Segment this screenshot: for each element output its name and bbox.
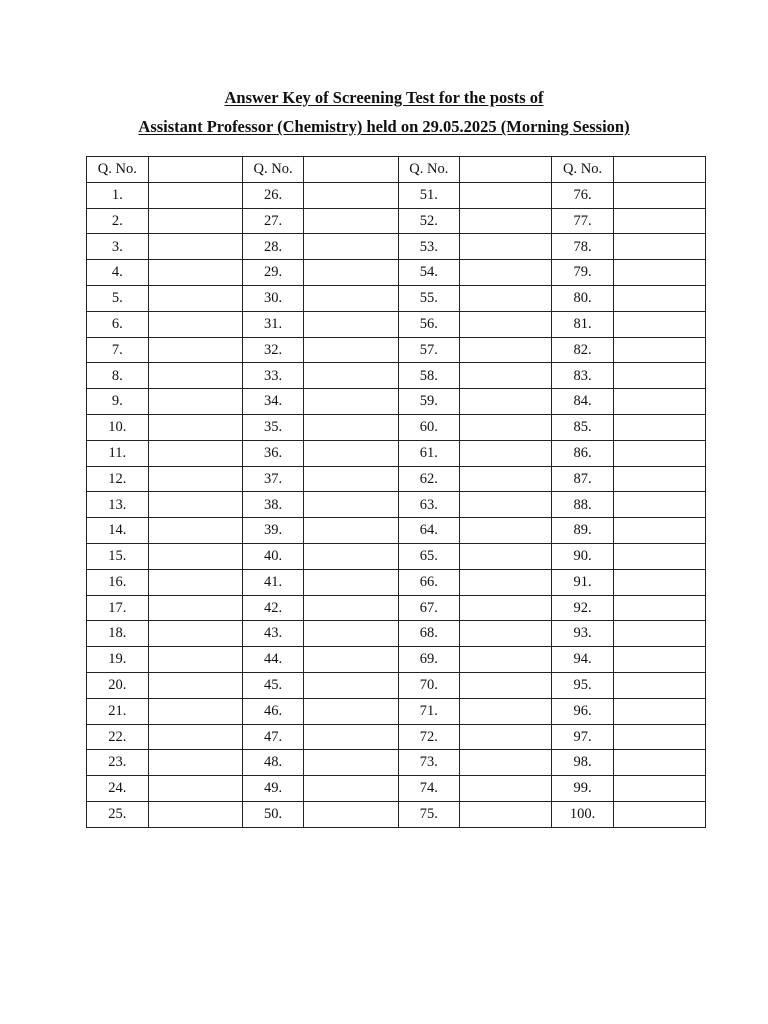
question-number-cell: 25. (87, 801, 149, 827)
question-number-cell: 3. (87, 234, 149, 260)
question-number-cell: 4. (87, 260, 149, 286)
answer-cell (460, 621, 552, 647)
question-number-cell: 8. (87, 363, 149, 389)
question-number-cell: 99. (552, 776, 614, 802)
question-number-cell: 86. (552, 440, 614, 466)
table-row (87, 234, 706, 260)
answer-cell (148, 234, 242, 260)
question-number-cell: 75. (398, 801, 460, 827)
table-row (87, 182, 706, 208)
question-number-cell: 36. (242, 440, 304, 466)
question-number-cell: 95. (552, 672, 614, 698)
answer-cell (304, 414, 398, 440)
answer-cell (460, 234, 552, 260)
question-number-cell: 65. (398, 543, 460, 569)
question-number-cell: 41. (242, 569, 304, 595)
answer-cell (460, 776, 552, 802)
answer-cell (304, 595, 398, 621)
answer-cell (613, 208, 705, 234)
answer-cell (148, 621, 242, 647)
table-row (87, 492, 706, 518)
table-row (87, 363, 706, 389)
answer-cell (460, 182, 552, 208)
answer-cell (613, 750, 705, 776)
answer-cell (304, 543, 398, 569)
question-number-cell: 17. (87, 595, 149, 621)
question-number-cell: 97. (552, 724, 614, 750)
column-header-question-number: Q. No. (398, 157, 460, 183)
question-number-cell: 96. (552, 698, 614, 724)
answer-key-table-body (87, 182, 706, 827)
answer-cell (148, 543, 242, 569)
question-number-cell: 83. (552, 363, 614, 389)
question-number-cell: 39. (242, 518, 304, 544)
answer-cell (148, 569, 242, 595)
table-row (87, 750, 706, 776)
question-number-cell: 58. (398, 363, 460, 389)
answer-cell (460, 569, 552, 595)
question-number-cell: 81. (552, 311, 614, 337)
question-number-cell: 57. (398, 337, 460, 363)
column-header-question-number: Q. No. (552, 157, 614, 183)
answer-cell (148, 389, 242, 415)
answer-cell (304, 182, 398, 208)
question-number-cell: 29. (242, 260, 304, 286)
question-number-cell: 82. (552, 337, 614, 363)
answer-cell (613, 234, 705, 260)
question-number-cell: 91. (552, 569, 614, 595)
answer-cell (613, 698, 705, 724)
table-row (87, 801, 706, 827)
table-row (87, 389, 706, 415)
answer-cell (460, 337, 552, 363)
answer-cell (460, 440, 552, 466)
answer-cell (304, 440, 398, 466)
question-number-cell: 77. (552, 208, 614, 234)
answer-cell (613, 595, 705, 621)
question-number-cell: 44. (242, 647, 304, 673)
question-number-cell: 21. (87, 698, 149, 724)
document-title-line-2: Assistant Professor (Chemistry) held on 29.05.2025 (Morning Session) (138, 117, 630, 136)
question-number-cell: 28. (242, 234, 304, 260)
question-number-cell: 70. (398, 672, 460, 698)
table-row (87, 672, 706, 698)
answer-cell (613, 466, 705, 492)
answer-cell (613, 621, 705, 647)
answer-cell (304, 285, 398, 311)
answer-cell (613, 724, 705, 750)
table-row (87, 647, 706, 673)
table-row (87, 543, 706, 569)
question-number-cell: 50. (242, 801, 304, 827)
table-row (87, 285, 706, 311)
question-number-cell: 72. (398, 724, 460, 750)
answer-cell (613, 389, 705, 415)
question-number-cell: 35. (242, 414, 304, 440)
question-number-cell: 12. (87, 466, 149, 492)
answer-cell (304, 389, 398, 415)
question-number-cell: 30. (242, 285, 304, 311)
question-number-cell: 15. (87, 543, 149, 569)
answer-cell (304, 647, 398, 673)
table-row (87, 569, 706, 595)
question-number-cell: 54. (398, 260, 460, 286)
answer-cell (304, 337, 398, 363)
question-number-cell: 48. (242, 750, 304, 776)
table-row (87, 466, 706, 492)
answer-cell (613, 182, 705, 208)
question-number-cell: 62. (398, 466, 460, 492)
answer-cell (460, 543, 552, 569)
question-number-cell: 76. (552, 182, 614, 208)
answer-cell (613, 285, 705, 311)
question-number-cell: 98. (552, 750, 614, 776)
question-number-cell: 42. (242, 595, 304, 621)
answer-cell (613, 518, 705, 544)
answer-cell (148, 311, 242, 337)
question-number-cell: 60. (398, 414, 460, 440)
answer-cell (460, 492, 552, 518)
answer-cell (460, 414, 552, 440)
answer-cell (148, 414, 242, 440)
question-number-cell: 10. (87, 414, 149, 440)
question-number-cell: 7. (87, 337, 149, 363)
answer-cell (148, 801, 242, 827)
answer-cell (460, 801, 552, 827)
answer-cell (613, 801, 705, 827)
question-number-cell: 31. (242, 311, 304, 337)
question-number-cell: 73. (398, 750, 460, 776)
question-number-cell: 100. (552, 801, 614, 827)
answer-cell (148, 466, 242, 492)
table-row (87, 698, 706, 724)
question-number-cell: 24. (87, 776, 149, 802)
question-number-cell: 49. (242, 776, 304, 802)
question-number-cell: 78. (552, 234, 614, 260)
question-number-cell: 40. (242, 543, 304, 569)
question-number-cell: 2. (87, 208, 149, 234)
question-number-cell: 88. (552, 492, 614, 518)
question-number-cell: 9. (87, 389, 149, 415)
answer-cell (148, 724, 242, 750)
column-header-question-number: Q. No. (242, 157, 304, 183)
answer-cell (304, 750, 398, 776)
question-number-cell: 16. (87, 569, 149, 595)
table-header-row (87, 157, 706, 183)
answer-cell (304, 234, 398, 260)
answer-cell (460, 389, 552, 415)
answer-cell (148, 260, 242, 286)
table-row (87, 208, 706, 234)
answer-cell (304, 621, 398, 647)
answer-cell (148, 440, 242, 466)
answer-cell (460, 208, 552, 234)
answer-cell (613, 569, 705, 595)
question-number-cell: 11. (87, 440, 149, 466)
answer-cell (613, 492, 705, 518)
answer-cell (148, 776, 242, 802)
column-header-answer (613, 157, 705, 183)
table-row (87, 260, 706, 286)
question-number-cell: 89. (552, 518, 614, 544)
table-row (87, 414, 706, 440)
answer-cell (304, 518, 398, 544)
answer-cell (148, 363, 242, 389)
question-number-cell: 71. (398, 698, 460, 724)
question-number-cell: 43. (242, 621, 304, 647)
question-number-cell: 85. (552, 414, 614, 440)
question-number-cell: 90. (552, 543, 614, 569)
answer-cell (304, 569, 398, 595)
answer-cell (148, 285, 242, 311)
answer-cell (148, 337, 242, 363)
answer-cell (148, 750, 242, 776)
answer-cell (304, 492, 398, 518)
table-row (87, 776, 706, 802)
answer-cell (148, 698, 242, 724)
answer-cell (148, 492, 242, 518)
question-number-cell: 55. (398, 285, 460, 311)
answer-cell (148, 208, 242, 234)
answer-cell (613, 440, 705, 466)
question-number-cell: 18. (87, 621, 149, 647)
question-number-cell: 27. (242, 208, 304, 234)
column-header-question-number: Q. No. (87, 157, 149, 183)
answer-cell (613, 672, 705, 698)
question-number-cell: 63. (398, 492, 460, 518)
table-row (87, 337, 706, 363)
answer-cell (148, 647, 242, 673)
answer-cell (460, 698, 552, 724)
question-number-cell: 52. (398, 208, 460, 234)
answer-cell (460, 260, 552, 286)
column-header-answer (460, 157, 552, 183)
question-number-cell: 84. (552, 389, 614, 415)
answer-cell (148, 672, 242, 698)
document-title-line-1: Answer Key of Screening Test for the posts of (224, 88, 544, 107)
question-number-cell: 13. (87, 492, 149, 518)
question-number-cell: 46. (242, 698, 304, 724)
question-number-cell: 19. (87, 647, 149, 673)
question-number-cell: 74. (398, 776, 460, 802)
answer-cell (304, 724, 398, 750)
question-number-cell: 79. (552, 260, 614, 286)
question-number-cell: 47. (242, 724, 304, 750)
answer-cell (460, 672, 552, 698)
question-number-cell: 37. (242, 466, 304, 492)
answer-cell (148, 595, 242, 621)
question-number-cell: 80. (552, 285, 614, 311)
question-number-cell: 56. (398, 311, 460, 337)
table-row (87, 595, 706, 621)
question-number-cell: 14. (87, 518, 149, 544)
question-number-cell: 32. (242, 337, 304, 363)
question-number-cell: 94. (552, 647, 614, 673)
question-number-cell: 6. (87, 311, 149, 337)
answer-cell (304, 208, 398, 234)
question-number-cell: 22. (87, 724, 149, 750)
answer-cell (148, 182, 242, 208)
table-row (87, 311, 706, 337)
question-number-cell: 67. (398, 595, 460, 621)
question-number-cell: 34. (242, 389, 304, 415)
table-row (87, 518, 706, 544)
answer-cell (460, 595, 552, 621)
answer-cell (460, 363, 552, 389)
question-number-cell: 38. (242, 492, 304, 518)
table-row (87, 440, 706, 466)
question-number-cell: 33. (242, 363, 304, 389)
question-number-cell: 66. (398, 569, 460, 595)
answer-cell (304, 698, 398, 724)
answer-cell (460, 311, 552, 337)
question-number-cell: 68. (398, 621, 460, 647)
answer-cell (613, 337, 705, 363)
answer-cell (460, 518, 552, 544)
answer-key-table (86, 156, 706, 828)
answer-cell (304, 363, 398, 389)
answer-cell (460, 750, 552, 776)
table-row (87, 621, 706, 647)
question-number-cell: 20. (87, 672, 149, 698)
question-number-cell: 1. (87, 182, 149, 208)
answer-cell (613, 647, 705, 673)
question-number-cell: 64. (398, 518, 460, 544)
answer-cell (613, 363, 705, 389)
question-number-cell: 92. (552, 595, 614, 621)
answer-cell (304, 311, 398, 337)
answer-cell (304, 801, 398, 827)
answer-cell (613, 543, 705, 569)
answer-cell (613, 311, 705, 337)
column-header-answer (304, 157, 398, 183)
question-number-cell: 26. (242, 182, 304, 208)
question-number-cell: 53. (398, 234, 460, 260)
answer-cell (613, 414, 705, 440)
question-number-cell: 23. (87, 750, 149, 776)
question-number-cell: 69. (398, 647, 460, 673)
answer-cell (460, 466, 552, 492)
answer-cell (148, 518, 242, 544)
question-number-cell: 93. (552, 621, 614, 647)
answer-cell (304, 260, 398, 286)
answer-cell (460, 285, 552, 311)
question-number-cell: 59. (398, 389, 460, 415)
answer-cell (304, 776, 398, 802)
answer-cell (460, 647, 552, 673)
question-number-cell: 45. (242, 672, 304, 698)
answer-cell (304, 466, 398, 492)
answer-cell (304, 672, 398, 698)
question-number-cell: 51. (398, 182, 460, 208)
question-number-cell: 87. (552, 466, 614, 492)
answer-cell (613, 776, 705, 802)
question-number-cell: 61. (398, 440, 460, 466)
table-row (87, 724, 706, 750)
column-header-answer (148, 157, 242, 183)
answer-cell (613, 260, 705, 286)
answer-cell (460, 724, 552, 750)
question-number-cell: 5. (87, 285, 149, 311)
